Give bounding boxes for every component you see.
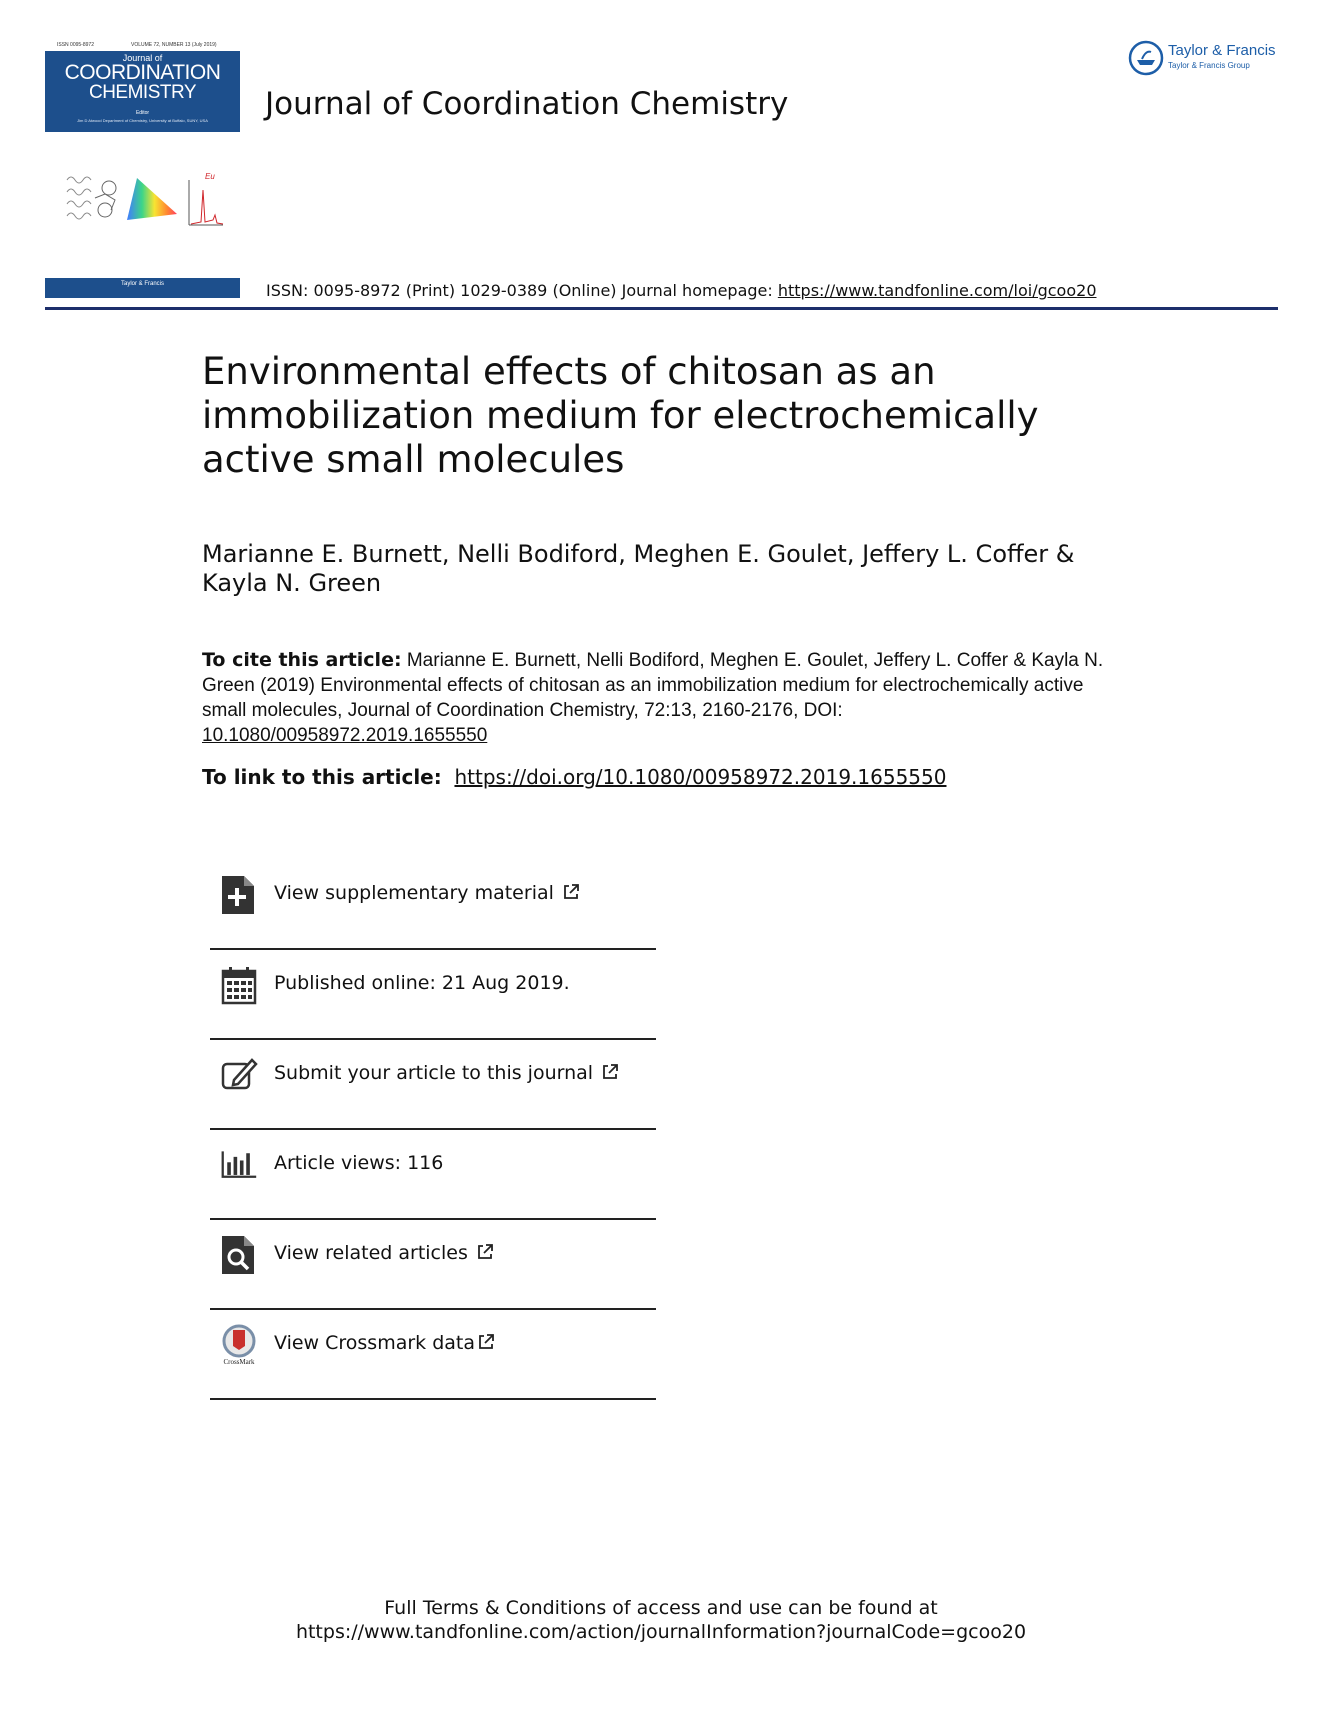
cover-coordination: COORDINATION — [64, 61, 221, 84]
article-title: Environmental effects of chitosan as an immobilization medium for electrochemically active small molecules — [202, 350, 1039, 481]
journal-homepage-link[interactable]: https://www.tandfonline.com/loi/gcoo20 — [777, 281, 1097, 300]
divider — [210, 1398, 656, 1400]
citation-block — [202, 648, 1132, 748]
related-articles-label: View related articles — [274, 1242, 468, 1264]
cover-volume: VOLUME 72, NUMBER 13 (July 2019) — [131, 42, 217, 48]
taylor-francis-icon — [1128, 40, 1164, 76]
related-articles-item[interactable] — [210, 1220, 656, 1308]
crossmark-item[interactable] — [210, 1310, 656, 1398]
article-link-url[interactable]: https://doi.org/10.1080/00958972.2019.1655550 — [454, 765, 947, 789]
article-link-line — [202, 765, 946, 789]
submit-icon — [220, 1054, 258, 1096]
cover-journal-of: Journal of — [122, 53, 163, 63]
related-search-icon — [220, 1234, 258, 1276]
journal-title: Journal of Coordination Chemistry — [265, 86, 789, 122]
crossmark-label: View Crossmark data — [274, 1332, 476, 1354]
published-online-label: Published online: 21 Aug 2019. — [274, 972, 570, 994]
supplementary-material-item[interactable] — [210, 860, 656, 948]
citation-label: To cite this article: — [202, 649, 402, 671]
cover-bottom-bar — [45, 278, 240, 298]
published-online-item — [210, 950, 656, 1038]
svg-text:Eu: Eu — [205, 172, 215, 181]
article-views-item — [210, 1130, 656, 1218]
crossmark-icon-text: CrossMark — [223, 1358, 255, 1366]
publisher-group: Taylor & Francis Group — [1168, 61, 1250, 70]
bar-chart-icon — [220, 1144, 258, 1186]
crossmark-icon — [220, 1324, 258, 1366]
supplementary-label: View supplementary material — [274, 882, 554, 904]
footer-terms-text: Full Terms & Conditions of access and use can be found at — [384, 1597, 938, 1619]
external-link-icon — [477, 1333, 495, 1351]
external-link-icon — [562, 883, 580, 901]
cover-publisher-logo: Taylor & Francis — [120, 281, 164, 287]
article-actions-list — [210, 860, 656, 1400]
journal-cover — [45, 42, 240, 132]
issn-text: ISSN: 0095-8972 (Print) 1029-0389 (Online) Journal homepage: — [266, 281, 778, 300]
issn-line — [266, 281, 1097, 300]
cover-artwork-image — [65, 170, 225, 235]
footer — [0, 1596, 1322, 1644]
cover-issn: ISSN 0095-8972 — [57, 42, 94, 48]
external-link-icon — [476, 1243, 494, 1261]
submit-label: Submit your article to this journal — [274, 1062, 594, 1084]
citation-doi-link[interactable]: 10.1080/00958972.2019.1655550 — [202, 725, 488, 746]
supplementary-icon — [220, 874, 258, 916]
cover-editor-title: Editor — [135, 110, 150, 116]
external-link-icon — [601, 1063, 619, 1081]
submit-article-item[interactable] — [210, 1040, 656, 1128]
article-authors: Marianne E. Burnett, Nelli Bodiford, Meghen E. Goulet, Jeffery L. Coffer & Kayla N. Green — [202, 540, 1075, 597]
publisher-name: Taylor & Francis — [1168, 42, 1276, 59]
cover-chemistry: CHEMISTRY — [88, 82, 197, 103]
cover-editor-name: Jim D Atwood Department of Chemistry, University at Buffalo, SUNY, USA — [77, 118, 208, 123]
calendar-icon — [220, 964, 258, 1006]
publisher-logo[interactable] — [1128, 38, 1283, 78]
footer-terms-link[interactable]: https://www.tandfonline.com/action/journalInformation?journalCode=gcoo20 — [295, 1621, 1027, 1643]
article-views-label: Article views: 116 — [274, 1152, 444, 1174]
citation-text: Marianne E. Burnett, Nelli Bodiford, Meghen E. Goulet, Jeffery L. Coffer & Kayla N. Green (2019) Environmental effects of chitosan as an immobilization medium for electrochemically active small molecules, Journal of Coordination Chemistry, 72:13, 2160-2176, DOI: — [202, 650, 1104, 721]
header-rule — [45, 307, 1278, 310]
article-link-label: To link to this article: — [202, 765, 442, 789]
